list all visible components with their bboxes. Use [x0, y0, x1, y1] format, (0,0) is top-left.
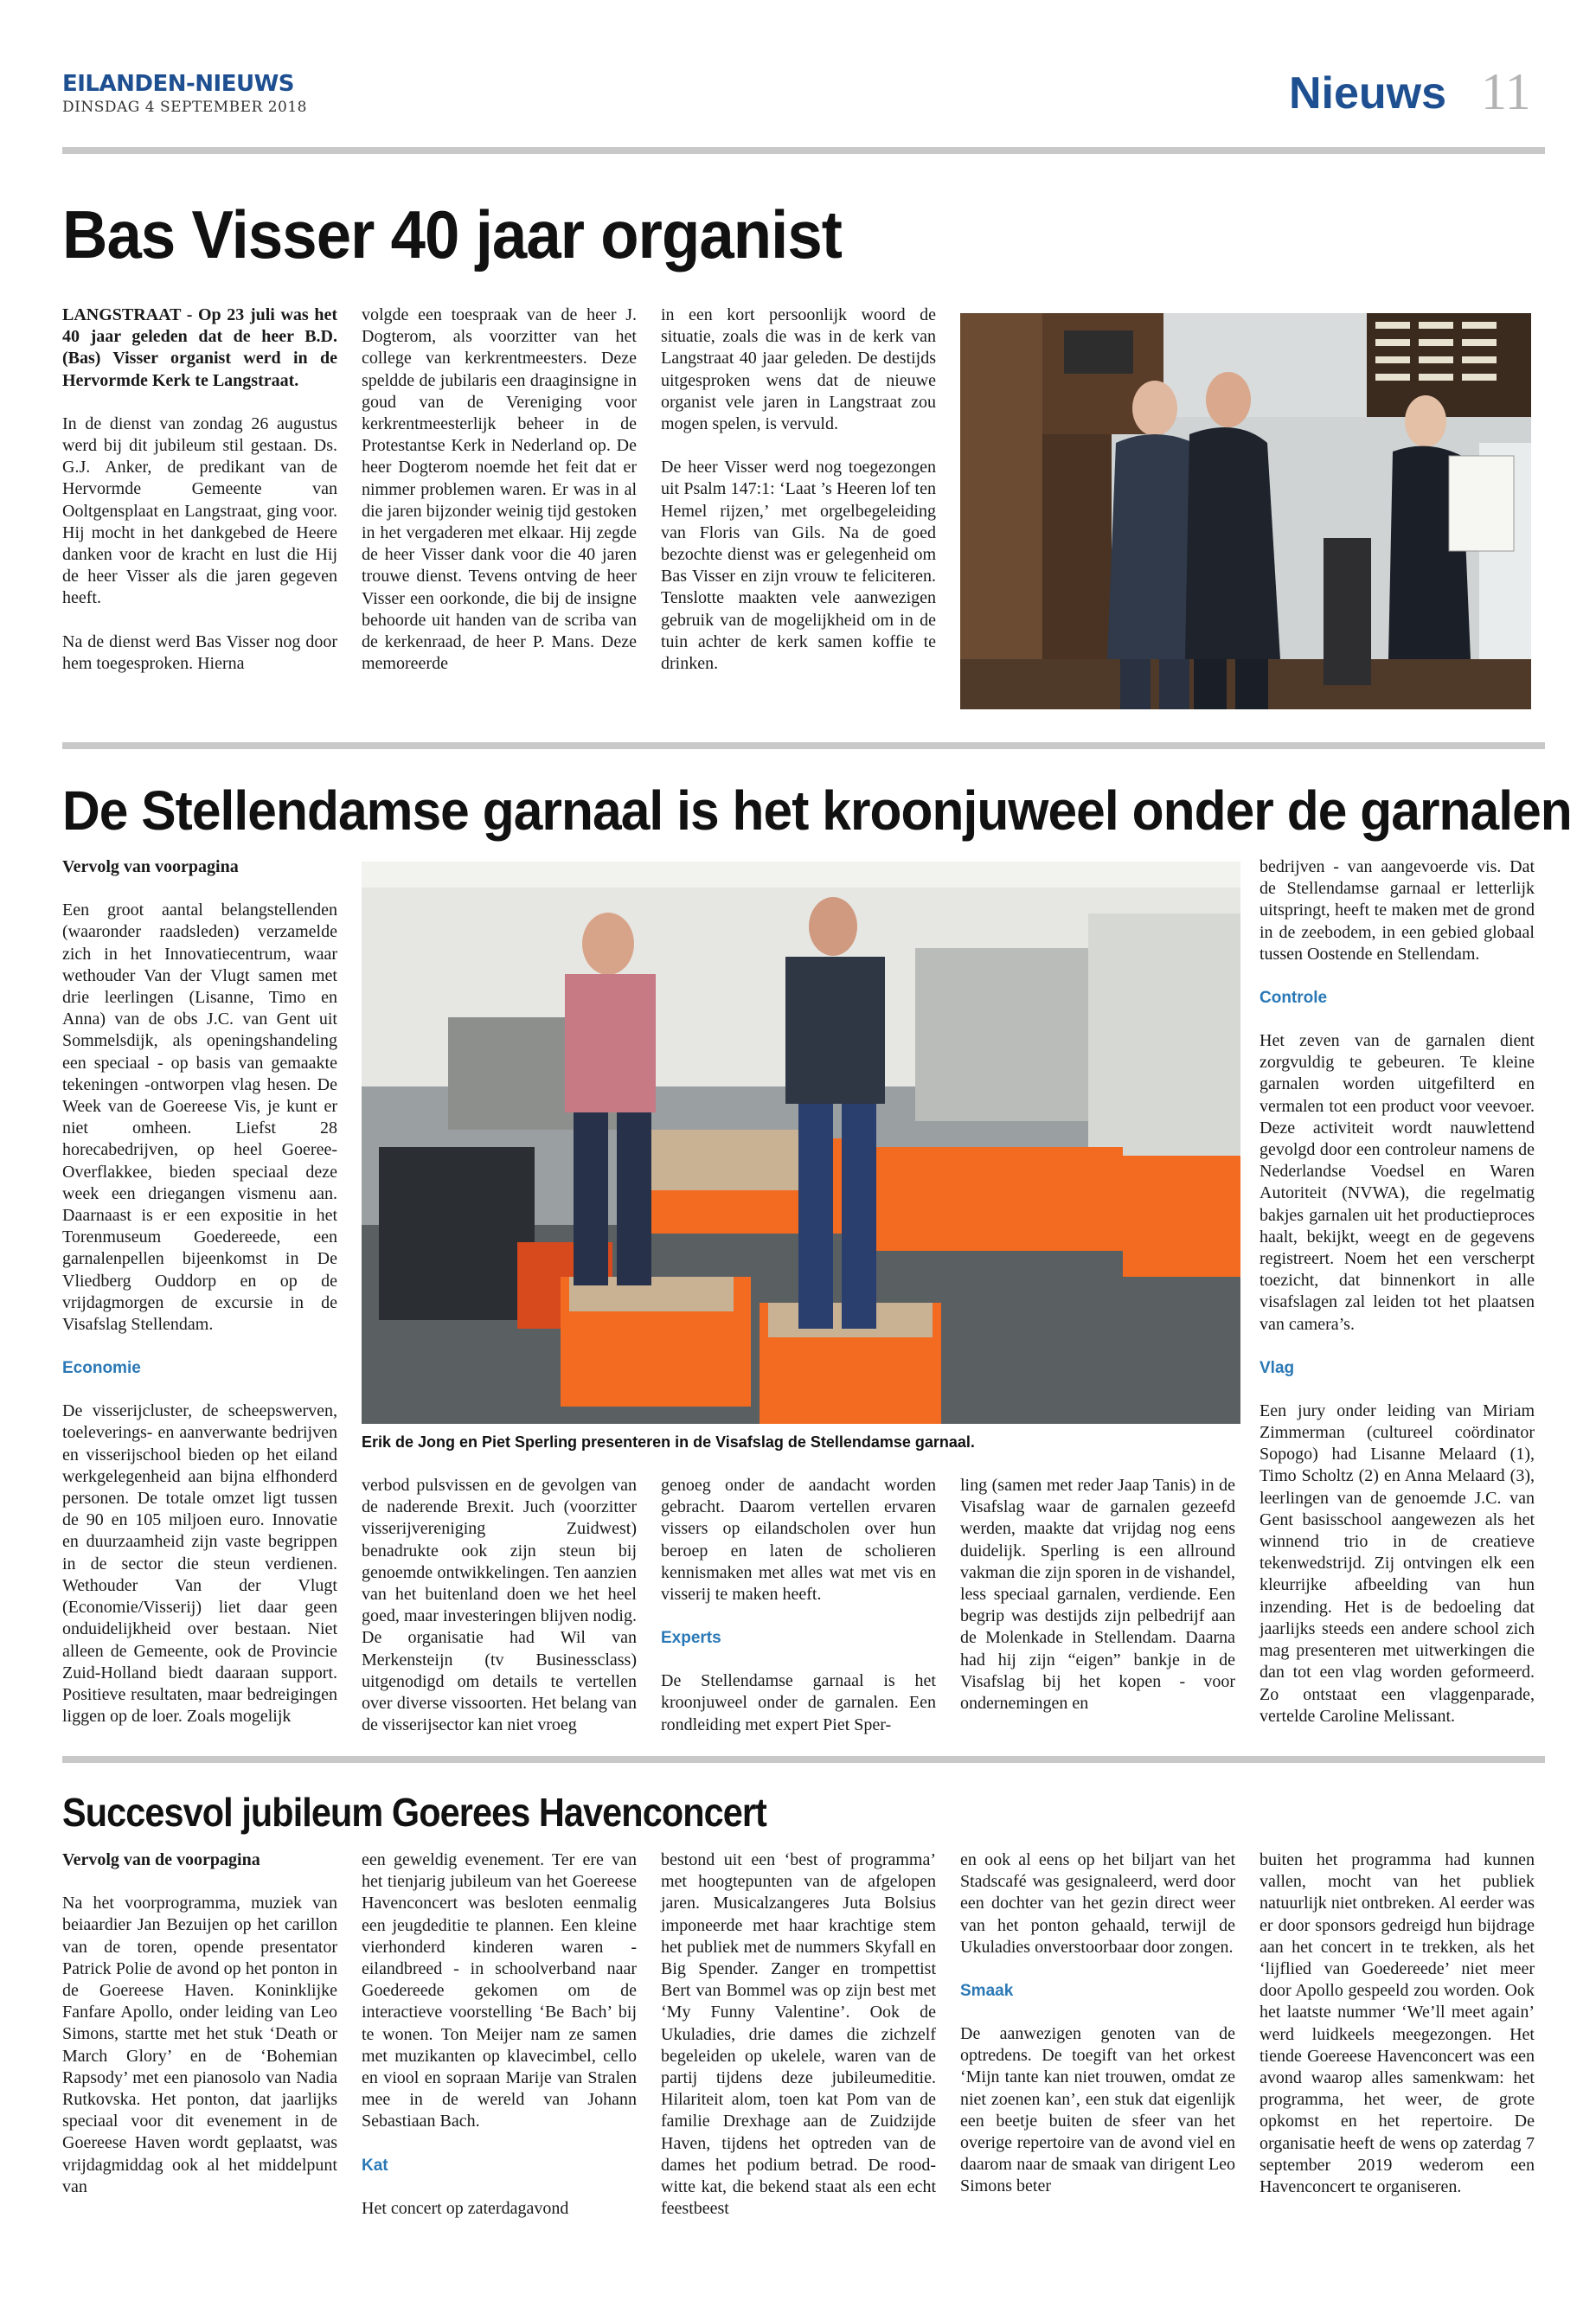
article1-paragraph: De heer Visser werd nog toegezongen uit Psalm 147:1: ‘Laat ’s Heeren lof ten Hemel rijzen,’ met orgelbegeleiding van Floris van Gils. Na de goed bezochte dienst was er gelegenheid om Bas Visser en zijn vrouw te feliciteren. Tenslotte maakten vele aanwezigen gebruik van de mogelijkheid om in de tuin achter de kerk samen koffie te drinken. — [661, 458, 936, 674]
article3-intertitle: Kat — [362, 2156, 388, 2175]
section-title: Nieuws — [1289, 68, 1447, 119]
article2-headline: De Stellendamse garnaal is het kroonjuweel onder de garnalen — [62, 779, 1572, 842]
article1-paragraph: Na de dienst werd Bas Visser nog door hem toegesproken. Hierna — [62, 631, 337, 673]
article2-paragraph: Het zeven van de garnalen dient zorgvuldig te gebeuren. Te kleine garnalen worden uitgefilterd en vermalen tot een product voor veevoer. Deze activiteit wordt nauwlettend gevolgd door een controleur namens de Nederlandse Voedsel en Waren Autoriteit (NVWA), die regelmatig bakjes garnalen uit het productieproces haalt, bekijkt, weegt en de gegevens registreert. Noem het een verscherpt toezicht, dat binnenkort in alle visafslagen zal leiden tot het plaatsen van camera’s. — [1259, 1031, 1535, 1334]
article2-right-column — [1259, 856, 1535, 1749]
section-rule — [62, 742, 1545, 749]
article2-subheading: Vervolg van voorpagina — [62, 857, 239, 876]
article2-mid-column-3 — [960, 1475, 1235, 1736]
article1-lead: LANGSTRAAT - Op 23 juli was het 40 jaar geleden dat de heer B.D. (Bas) Visser organist werd in de Hervormde Kerk te Langstraat. — [62, 305, 337, 390]
article2-paragraph: Een groot aantal belangstellenden (waaronder raadsleden) verzamelde zich in het Innovatiecentrum, waar wethouder Van der Vlugt samen met drie leerlingen (Lisanne, Timo en Anna) van de obs J.C. van Gent uit Sommelsdijk, als openingshandeling een speciaal - op basis van gemaakte tekeningen -ontworpen vlag hesen. De Week van de Goereese Vis, je kunt er niet omheen. Liefst 28 horecabedrijven, op heel Goeree-Overflakkee, bieden speciaal deze week een driegangen vismenu aan. Daarnaast is er een expositie in het Torenmuseum Goedereede, een garnalenpellen bijeenkomst in De Vliedberg Ouddorp en op de vrijdagmorgen de excursie in de Visafslag Stellendam. — [62, 901, 337, 1335]
article2-mid-column-1 — [362, 1475, 637, 1758]
article1-paragraph: In de dienst van zondag 26 augustus werd bij dit jubileum stil gestaan. Ds. G.J. Anker, de predikant van de Hervormde Gemeente van Ooltgensplaat en Langstraat, ging voor. Hij mocht in het dankgebed de Heere danken voor de kracht en lust die Hij de heer Visser als die jaren gegeven heeft. — [62, 413, 337, 608]
article3-paragraph: Het concert op zaterdagavond — [362, 2198, 569, 2218]
article2-intertitle: Controle — [1259, 989, 1328, 1008]
article3-headline: Succesvol jubileum Goerees Havenconcert — [62, 1790, 766, 1835]
article2-intertitle: Experts — [661, 1629, 721, 1648]
article2-paragraph: bedrijven - van aangevoerde vis. Dat de Stellendamse garnaal er letterlijk uitspringt, heeft te maken met de grond in de zeebodem, in een gebied globaal tussen Oostende en Stellendam. — [1259, 857, 1535, 964]
masthead: EILANDEN-NIEUWS — [62, 71, 294, 97]
article2-paragraph: verbod pulsvissen en de gevolgen van de naderende Brexit. Juch (voorzitter visserijvereniging Zuidwest) benadrukte ook zijn steun bij genoemde ontwikkelingen. Ten aanzien van het buitenland doen we het heel goed, maar investeringen blijven nodig. De organisatie had Wil van Merkensteijn (tv Businessclass) uitgenodigd om details te vertellen over diverse vissoorten. Het belang van de visserijsector kan niet vroeg — [362, 1476, 637, 1735]
header-rule — [62, 147, 1545, 154]
article1-headline: Bas Visser 40 jaar organist — [62, 196, 842, 272]
article3-column-2 — [362, 1849, 637, 2241]
page-number: 11 — [1481, 63, 1531, 120]
article2-intertitle: Vlag — [1259, 1358, 1295, 1377]
article1-paragraph: in een kort persoonlijk woord de situatie, zoals die was in de kerk van Langstraat 40 jaar geleden. De destijds uitgesproken wens dat de nieuwe organist vele jaren in Langstraat zou mogen spelen, is vervuld. — [661, 305, 936, 434]
section-rule — [62, 1756, 1545, 1763]
article3-column-3 — [661, 1849, 936, 2241]
article3-paragraph: Na het voorprogramma, muziek van beiaardier Jan Bezuijen op het carillon van de toren, opende presentator Patrick Polie de avond op het ponton in de Goereese Haven. Koninklijke Fanfare Apollo, onder leiding van Leo Simons, startte met het stuk ‘Death or March Glory’ en de ‘Bohemian Rapsody’ met een pianosolo van Nadia Rutkovska. Het ponton, dat jaarlijks speciaal voor dit evenement in de Goereese Haven wordt geplaatst, was vrijdagmiddag ook al het middelpunt van — [62, 1894, 337, 2196]
article2-paragraph: ling (samen met reder Jaap Tanis) in de Visafslag waar de garnalen gezeefd werden, maakte dat vrijdag nog eens duidelijk. Sperling is een allround vakman die zijn sporen in de vishandel, less speciaal garnalen, verdiende. Een begrip was destijds zijn pelbedrijf aan de Molenkade in Stellendam. Daarna had hij zijn “eigen” bankje in de Visafslag bij het kopen - voor ondernemingen en — [960, 1476, 1235, 1714]
article3-column-4 — [960, 1849, 1235, 2220]
church-photo — [960, 313, 1531, 709]
article3-paragraph: en ook al eens op het biljart van het Stadscafé was gesignaleerd, werd door een dochter van het gezin direct weer van het ponton gehaald, terwijl de Ukuladies onverstoorbaar door zongen. — [960, 1850, 1235, 1957]
article2-paragraph: De Stellendamse garnaal is het kroonjuweel onder de garnalen. Een rondleiding met expert Piet Sper- — [661, 1671, 936, 1734]
article2-paragraph: genoeg onder de aandacht worden gebracht. Daarom vertellen ervaren vissers op eilandscholen over hun beroep en laten de scholieren kennismaken met alles wat met vis en visserij te maken heeft. — [661, 1476, 936, 1605]
article3-paragraph: bestond uit een ‘best of programma’ met hoogtepunten van de afgelopen jaren. Musicalzangeres Juta Bolsius imponeerde met haar krachtige stem het publiek met de nummers Skyfall en Big Spender. Zanger en trompettist Bert van Bommel was op zijn best met ‘My Funny Valentine’. Ook de Ukuladies, drie dames die zichzelf begeleiden op ukelele, waren van de partij tijdens deze jubileumeditie. Hilariteit alom, toen kat Pom van de familie Drexhage aan de Zuidzijde Haven, tijdens het optreden van de dames het podium betrad. De rood-witte kat, die bekend staat als een echt feestbeest — [661, 1850, 936, 2219]
article1-column-3 — [661, 304, 936, 696]
article2-intertitle: Economie — [62, 1359, 141, 1378]
article3-paragraph: een geweldig evenement. Ter ere van het tienjarig jubileum van het Goereese Havenconcert was besloten eenmalig een jeugdeditie te plannen. Een kleine vierhonderd kinderen waren - eilandbreed - in schoolverband naar Goedereede gekomen om de interactieve voorstelling ‘Be Bach’ bij te wonen. Ton Meijer nam ze samen met muzikanten op klavecimbel, cello en viool en sopraan Marije van Stralen mee in de wereld van Johann Sebastiaan Bach. — [362, 1850, 637, 2131]
article2-mid-column-2 — [661, 1475, 936, 1758]
photo-caption: Erik de Jong en Piet Sperling presenteren in de Visafslag de Stellendamse garnaal. — [362, 1433, 975, 1451]
article2-left-column — [62, 856, 337, 1749]
issue-date: DINSDAG 4 SEPTEMBER 2018 — [62, 99, 307, 116]
article3-subheading: Vervolg van de voorpagina — [62, 1850, 260, 1869]
article1-paragraph: volgde een toespraak van de heer J. Dogterom, als voorzitter van het college van kerkrentmeesters. Deze speldde de jubilaris een draaginsigne in goud van de Vereniging voor kerkrentmeesterlijk beheer in de Protestantse Kerk in Nederland op. De heer Dogterom noemde het feit dat er nimmer problemen waren. Er was in al die jaren bijzonder weinig tijd gestoken in het vergaderen met elkaar. Hij zegde de heer Visser dank voor die 40 jaren trouwe dienst. Tevens ontving de heer Visser een oorkonde, die bij de insigne behoorde uit handen van de scriba van de kerkenraad, de heer P. Mans. Deze memoreerde — [362, 305, 637, 674]
article3-column-5 — [1259, 1849, 1535, 2220]
article1-column-2 — [362, 304, 637, 696]
article1-column-1 — [62, 304, 337, 696]
article3-paragraph: De aanwezigen genoten van de optredens. De toegift van het orkest ‘Mijn tante kan niet trouwen, omdat ze niet zoenen kan’, een stuk dat eigenlijk een beetje buiten de sfeer van het overige repertoire van de avond viel en daarom naar de smaak van dirigent Leo Simons beter — [960, 2024, 1235, 2196]
article3-paragraph: buiten het programma had kunnen vallen, mocht van het publiek natuurlijk niet ontbreken. Al eerder was er door sponsors gedreigd hun bijdrage aan het concert in te trekken, als het ‘lijflied van Goedereede’ niet meer door Apollo gespeeld zou worden. Ook het laatste nummer ‘We’ll meet again’ werd luidkeels meegezongen. Het tiende Goereese Havenconcert was een avond waarop alles samenkwam: het programma, het weer, de grote opkomst en het repertoire. De organisatie heeft de wens op zaterdag 7 september 2019 wederom een Havenconcert te organiseren. — [1259, 1850, 1535, 2197]
article2-paragraph: De visserijcluster, de scheepswerven, toeleverings- en aanverwante bedrijven en visserijschool bieden op het eiland werkgelegenheid aan bijna elfhonderd personen. De totale omzet ligt tussen de 90 en 105 miljoen euro. Innovatie en duurzaamheid zijn vaste begrippen in de sector die steun verdienen. Wethouder Van der Vlugt (Economie/Visserij) liet daar geen onduidelijkheid over bestaan. Niet alleen de Gemeente, ook de Provincie Zuid-Holland biedt daaraan support. Positieve resultaten, maar bedreigingen liggen op de loer. Zoals mogelijk — [62, 1401, 337, 1727]
article3-intertitle: Smaak — [960, 1982, 1014, 2001]
fish-auction-photo — [362, 862, 1240, 1424]
article2-paragraph: Een jury onder leiding van Miriam Zimmerman (cultureel coördinator Sopogo) had Lisanne Melaard (1), Timo Scholtz (2) en Anna Melaard (3), leerlingen van de genoemde J.C. van Gent basisschool aangewezen als het winnend trio in de creatieve tekenwedstrijd. Zij ontvingen elk een kleurrijke afbeelding van hun inzending. Het is de bedoeling dat jaarlijks steeds een andere school zich mag presenteren met uitwerkingen die dan tot een vlag worden geformeerd. Zo ontstaat een vlaggenparade, vertelde Caroline Melissant. — [1259, 1400, 1535, 1726]
article3-column-1 — [62, 1849, 337, 2220]
